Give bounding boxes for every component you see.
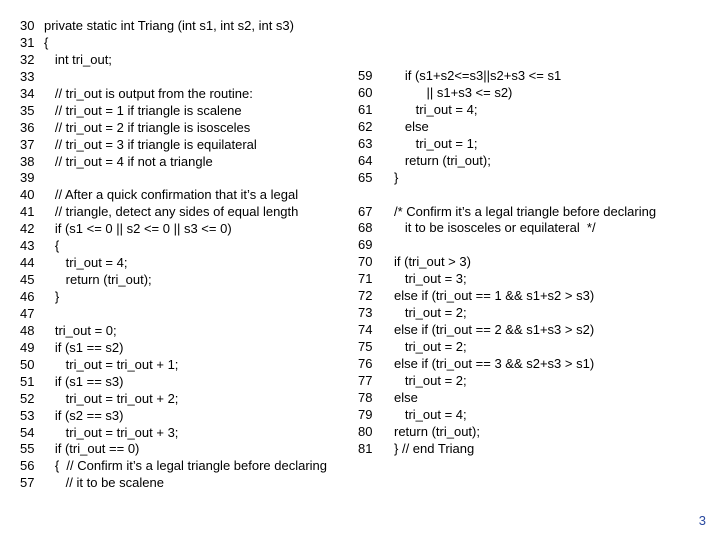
code-line [20,18,360,35]
code-text: if (s2 == s3) [44,407,124,423]
code-line: return (tri_out); [394,423,480,439]
code-line: if (s1+s2<=s3||s2+s3 <= s1 [394,68,562,83]
line-number: 59 [358,68,373,83]
line-number: 49 [20,339,35,355]
code-text: // tri_out = 2 if triangle is isosceles [44,119,251,135]
line-number: 60 [358,84,373,100]
code-text: // tri_out is output from the routine: [44,85,253,101]
line-number: 34 [20,85,35,101]
line-number: 54 [20,424,35,440]
line-number: 38 [20,153,35,169]
code-line [20,35,360,52]
line-number: 72 [358,288,373,304]
code-line: tri_out = 4; [394,101,478,117]
line-number: 51 [20,373,35,389]
line-number: 68 [358,220,373,236]
code-line [20,221,360,238]
line-number: 56 [20,458,35,474]
code-line: else if (tri_out == 3 && s2+s3 > s1) [394,355,595,371]
code-line: } // end Triang [394,440,475,456]
line-number: 43 [20,238,35,254]
line-number: 52 [20,390,35,406]
code-line [20,306,360,323]
code-line: tri_out = 4; [394,406,467,422]
right-code-column [394,68,720,458]
line-number: 62 [358,118,373,134]
code-text: tri_out = tri_out + 3; [44,424,179,440]
code-text: // tri_out = 4 if not a triangle [44,153,213,169]
code-text: // tri_out = 3 if triangle is equilateral [44,136,257,152]
line-number: 57 [20,475,35,491]
line-number: 47 [20,305,35,321]
code-line [20,441,360,458]
code-text: if (s1 == s3) [44,373,124,389]
code-line [20,340,360,357]
code-text: if (s1 <= 0 || s2 <= 0 || s3 <= 0) [44,221,232,237]
code-text: int tri_out; [44,51,112,67]
code-line [20,52,360,69]
line-number: 67 [358,203,373,219]
code-line [394,237,720,254]
code-line: /* Confirm it’s a legal triangle before declaring [394,203,657,219]
page-number: 3 [698,513,706,528]
code-line: tri_out = 1; [394,135,478,151]
line-number: 46 [20,289,35,304]
line-number: 36 [20,119,35,135]
code-text: { [44,238,60,254]
code-text: { [44,34,49,50]
code-line [20,69,360,86]
line-number: 70 [358,254,373,270]
code-text: { // Confirm it’s a legal triangle before declaring [44,458,328,474]
code-line [20,204,360,221]
code-text: tri_out = 0; [44,322,117,338]
code-line [20,137,360,154]
line-number: 61 [358,101,373,117]
code-line: || s1+s3 <= s2) [394,84,513,100]
code-text: tri_out = 4; [44,255,128,271]
code-line: tri_out = 3; [394,271,467,287]
code-line [20,154,360,171]
code-text: tri_out = tri_out + 1; [44,356,179,372]
code-text: // triangle, detect any sides of equal length [44,204,299,220]
line-number: 81 [358,440,373,456]
line-number [358,187,380,204]
code-text: } [44,289,60,304]
code-line: else if (tri_out == 1 && s1+s2 > s3) [394,288,595,304]
line-number: 41 [20,204,35,220]
code-text: tri_out = tri_out + 2; [44,390,179,406]
line-number: 77 [358,372,373,388]
code-text: // it to be scalene [44,475,164,491]
code-line [20,86,360,103]
line-number: 64 [358,152,373,168]
code-line [20,289,360,306]
code-line [394,187,720,204]
line-number: 55 [20,441,35,457]
line-number: 73 [358,305,373,321]
line-number: 40 [20,187,35,203]
line-number: 44 [20,255,35,271]
line-number: 30 [20,18,35,33]
line-number: 65 [358,169,373,185]
code-line [20,391,360,408]
code-line [20,458,360,475]
line-number: 76 [358,355,373,371]
code-line: else [394,118,429,134]
code-line: tri_out = 2; [394,305,467,321]
code-line [20,408,360,425]
code-text: private static int Triang (int s1, int s2, int s3) [44,18,294,33]
code-line: it to be isosceles or equilateral */ [394,220,596,236]
code-line: } [394,169,399,185]
code-line [20,323,360,340]
line-number: 78 [358,389,373,405]
line-number: 42 [20,221,35,237]
line-number: 80 [358,423,373,439]
code-line [20,374,360,391]
code-line [20,170,360,187]
code-text: if (tri_out == 0) [44,441,140,457]
code-line: return (tri_out); [394,152,491,168]
code-line [20,120,360,137]
line-number: 33 [20,68,35,84]
line-number: 39 [20,170,35,186]
code-text: if (s1 == s2) [44,339,124,355]
code-text: // After a quick confirmation that it’s a legal [44,187,299,203]
line-number: 37 [20,136,35,152]
code-line [20,255,360,272]
code-line [20,238,360,255]
left-code-column [20,18,360,492]
line-number: 74 [358,322,373,338]
line-number: 69 [358,237,373,253]
line-number: 53 [20,407,35,423]
right-line-numbers [358,68,380,458]
line-number: 75 [358,339,373,354]
code-text: return (tri_out); [44,272,152,288]
code-line [20,103,360,120]
code-line [20,187,360,204]
line-number: 48 [20,322,35,338]
line-number: 63 [358,135,373,151]
line-number: 45 [20,272,35,288]
code-line: else if (tri_out == 2 && s1+s3 > s2) [394,322,595,338]
line-number: 79 [358,406,373,422]
code-line [20,475,360,492]
code-line: else [394,389,418,405]
code-line: tri_out = 2; [394,372,467,388]
code-text: // tri_out = 1 if triangle is scalene [44,102,242,118]
code-line [20,425,360,442]
code-line: tri_out = 2; [394,339,467,354]
line-number: 35 [20,102,35,118]
line-number: 71 [358,271,373,287]
line-number: 31 [20,34,35,50]
line-number: 32 [20,51,35,67]
code-line [20,357,360,374]
code-line: if (tri_out > 3) [394,254,471,270]
code-line [20,272,360,289]
line-number: 50 [20,356,35,372]
